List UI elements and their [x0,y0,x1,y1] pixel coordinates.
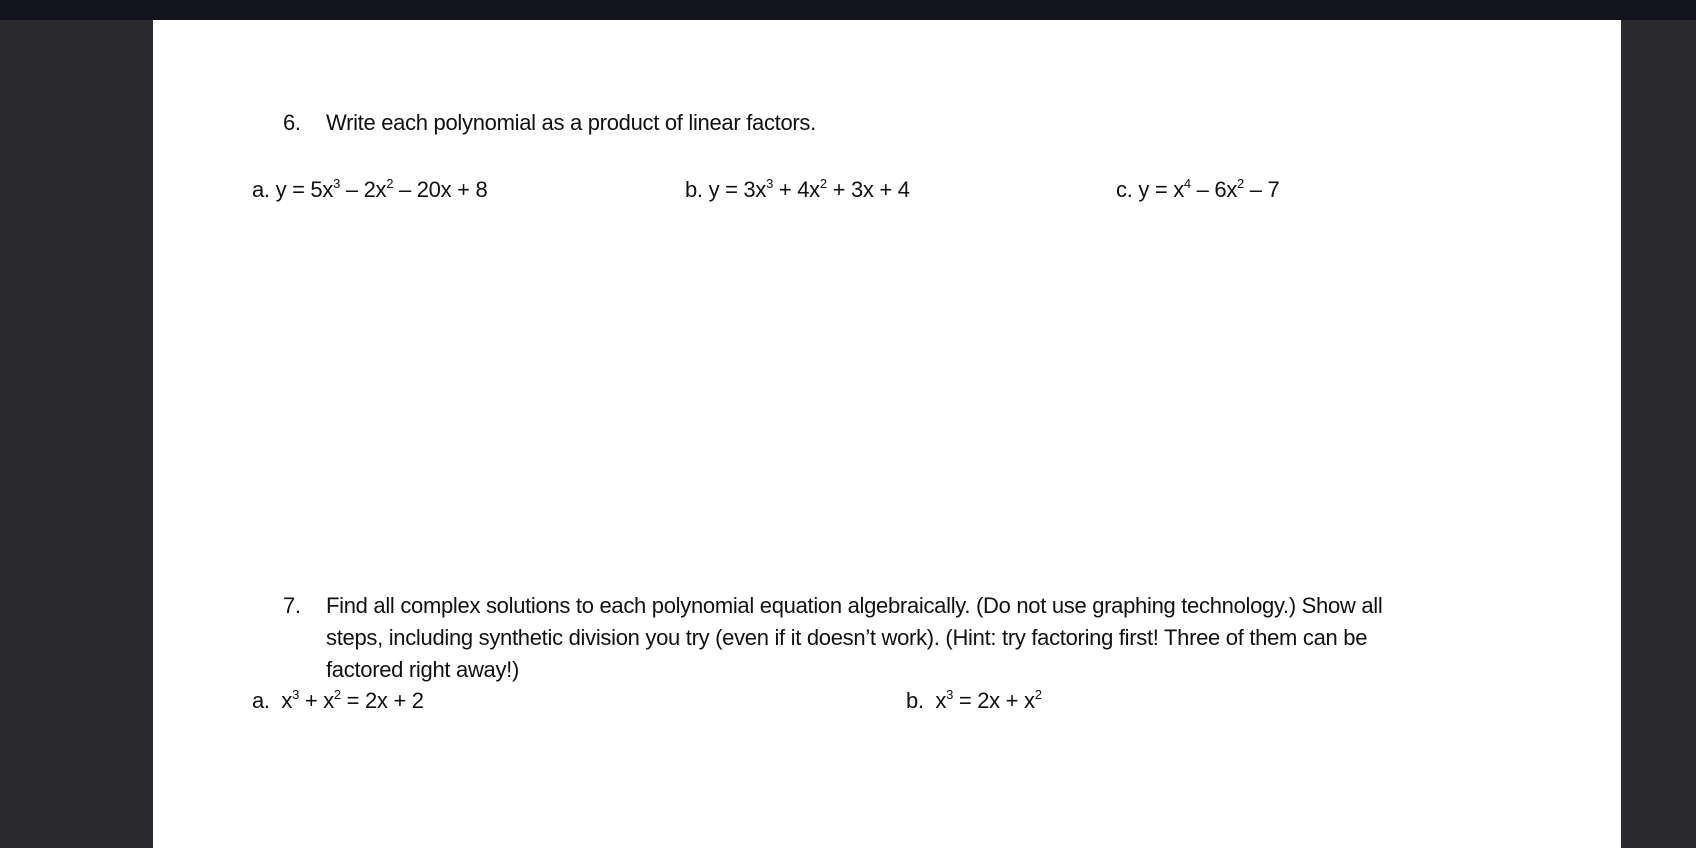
q7-prompt-line-1: Find all complex solutions to each polynomial equation algebraically. (Do not use graphing technology.) Show all [326,593,1383,618]
expression: $y = x^4 - 6x^2 - 7$ [1138,176,1280,202]
expression: $y = 3x^3 + 4x^2 + 3x + 4$ [708,176,910,202]
q6-part-c: c. $y = x^4 - 6x^2 - 7$ [1116,176,1280,202]
q7-prompt-line-2: steps, including synthetic division you try (even if it doesn’t work). (Hint: try factoring first! Three of them can be [326,625,1368,650]
q7-part-a: a. $x^3 + x^2 = 2x + 2$ [252,687,424,713]
expression: $x^3 = 2x + x^2$ [935,687,1042,713]
document-page [153,20,1621,848]
viewer-top-bar [0,0,1696,20]
q6-part-a: a. $y = 5x^3 - 2x^2 - 20x + 8$ [252,176,488,202]
q6-part-b: b. $y = 3x^3 + 4x^2 + 3x + 4$ [685,176,910,202]
q7-part-b: b. $x^3 = 2x + x^2$ [906,687,1042,713]
q7-prompt-line-3: factored right away!) [326,657,520,682]
q6-prompt: Write each polynomial as a product of linear factors. [326,110,816,135]
expression: $x^3 + x^2 = 2x + 2$ [281,687,424,713]
q7-number: 7. [283,593,301,618]
expression: $y = 5x^3 - 2x^2 - 20x + 8$ [275,176,488,202]
q6-number: 6. [283,110,301,135]
